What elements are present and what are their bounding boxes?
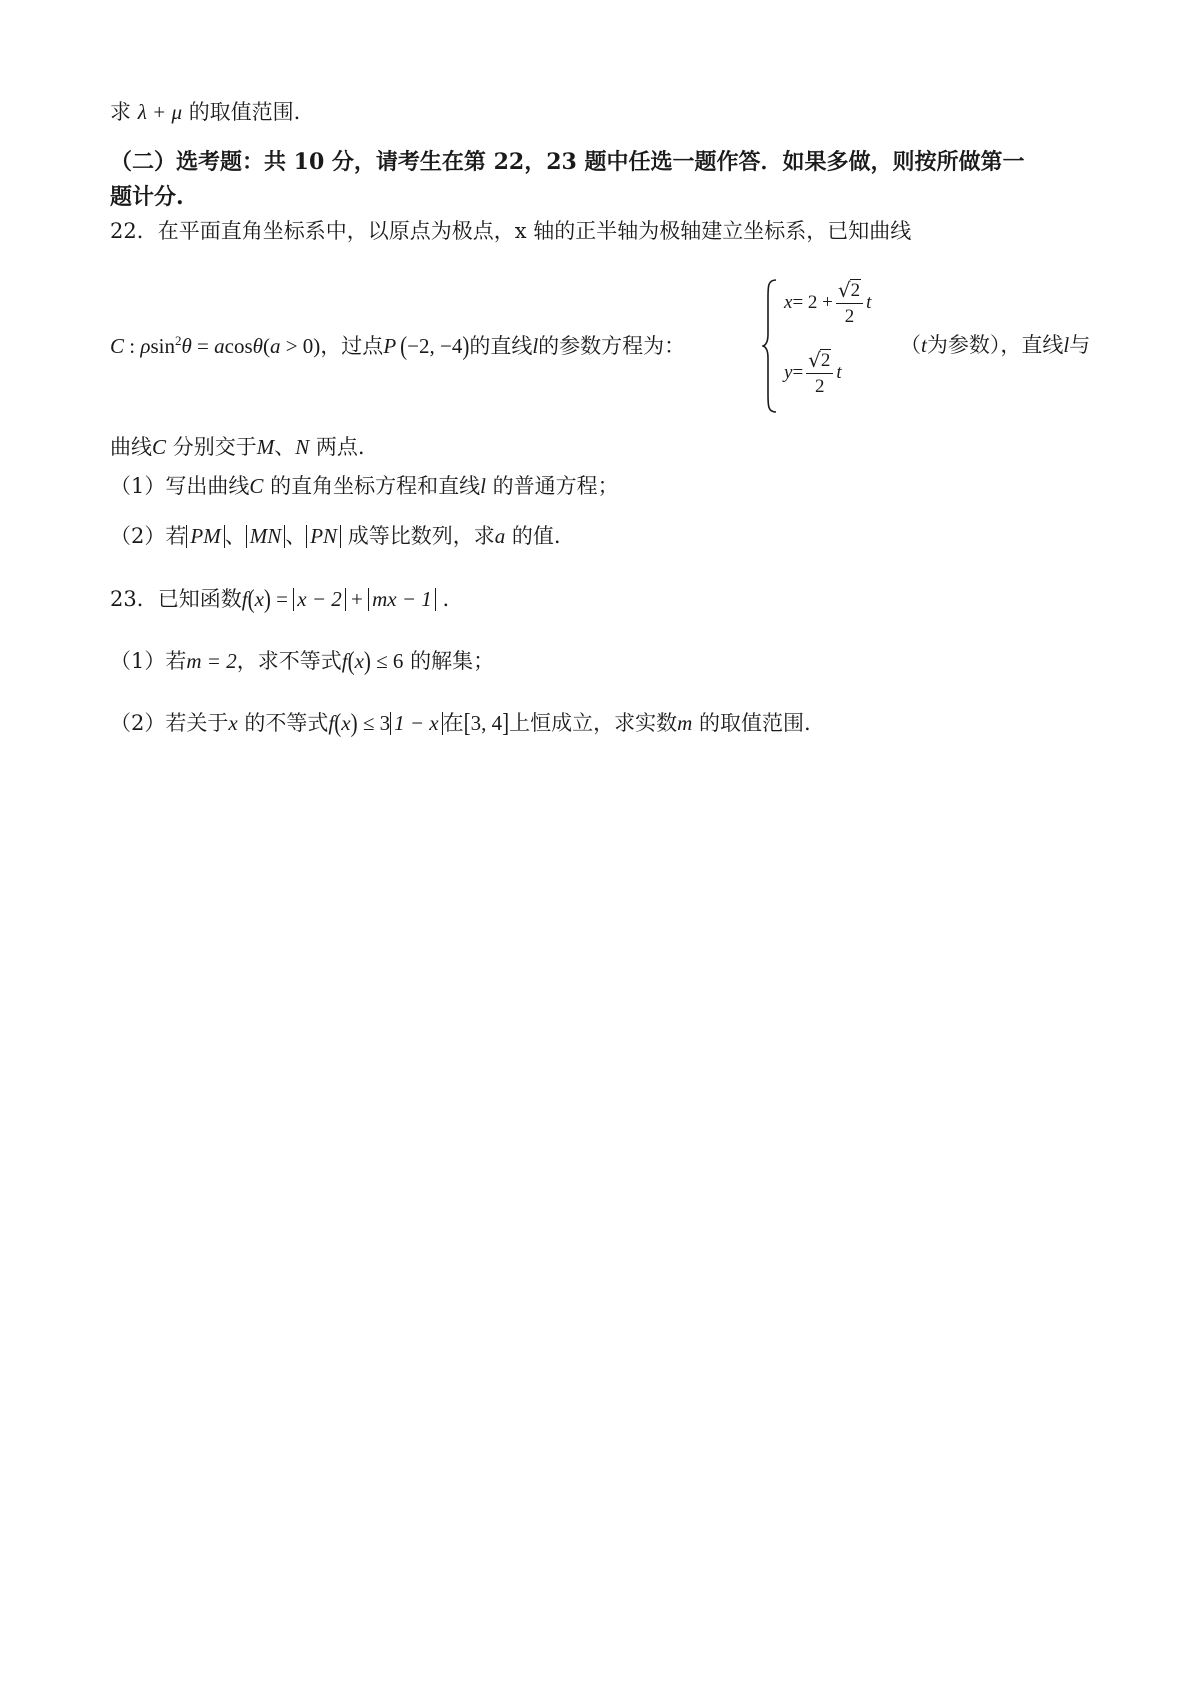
curve-word: 曲线 — [110, 435, 152, 459]
abs-MN: MN — [246, 525, 286, 548]
q22-part1-prefix: （1）写出曲线 — [110, 474, 250, 498]
pass-through-text: ，过点 — [320, 334, 384, 358]
intersect-text: 分别交于 — [172, 435, 257, 459]
x-equals-part: = 2 + — [792, 292, 833, 313]
t-variable-y: t — [836, 362, 842, 383]
plus: + — [345, 587, 369, 611]
sqrt2-over-2-fraction-y — [806, 348, 833, 398]
separator-2: 、 — [285, 524, 307, 548]
q23-part2: （2）若关于x 的不等式f(x) ≤ 3 1 − x 在[3, 4]上恒成立，求实数m 的取值范围. — [110, 707, 811, 738]
abs-mx-minus-1: mx − 1 — [368, 588, 436, 611]
y-equals-part: = — [792, 362, 804, 383]
t-variable: t — [866, 292, 872, 313]
interval-3-4: 3, 4 — [470, 711, 503, 735]
q23-part1-mid: ，求不等式 — [236, 649, 342, 673]
abs-x-minus-2: x − 2 — [293, 588, 346, 611]
q22-part1 — [110, 474, 619, 499]
function-arg-x-2: x — [354, 649, 364, 673]
condition-rest: > 0) — [280, 334, 321, 358]
q23-intro: 23．已知函数f(x) = x − 2 + mx − 1 . — [110, 583, 450, 614]
section-heading-line1: （二）选考题：共 10 分，请考生在第 22，23 题中任选一题作答．如果多做，则按所做第一 — [110, 149, 1025, 175]
t-param: t — [921, 333, 927, 357]
function-arg-x-3: x — [341, 711, 351, 735]
m-var: m — [677, 711, 693, 735]
after-system-text — [900, 333, 1090, 358]
equals: = — [270, 587, 294, 611]
rho-symbol: ρ — [140, 334, 151, 358]
sqrt-icon-y: √ — [808, 348, 821, 372]
q23-part2-mid2: 在 — [442, 711, 464, 735]
le-6: ≤ 6 — [370, 649, 404, 673]
q23-part2-mid3: 上恒成立，求实数 — [509, 711, 678, 735]
system-x-equation — [784, 278, 871, 328]
theta-symbol: θ — [181, 334, 192, 358]
q23-part2-prefix: （2）若关于 — [110, 711, 229, 735]
sqrt2-over-2-fraction — [836, 278, 863, 328]
point-P: P — [383, 334, 397, 358]
function-arg-x: x — [254, 587, 264, 611]
section-heading-line2: 题计分. — [110, 184, 184, 210]
lambda-mu-expression: λ + μ — [137, 100, 182, 124]
function-f-3: f — [328, 711, 335, 735]
q23-part2-mid1: 的不等式 — [244, 711, 329, 735]
curve-colon: : — [124, 334, 141, 358]
q23-part1: （1）若m = 2，求不等式f(x) ≤ 6 的解集； — [110, 645, 495, 676]
sqrt-value-y: 2 — [820, 350, 831, 371]
function-f-2: f — [341, 649, 348, 673]
line-text: 的直线 — [469, 334, 533, 358]
abs-1-minus-x: 1 − x — [390, 712, 443, 735]
two-points-text: 两点. — [315, 435, 365, 459]
sin-func: sin — [150, 334, 175, 358]
line-l-3: l — [480, 474, 486, 498]
le-3: ≤ 3 — [357, 711, 391, 735]
sqrt-value: 2 — [850, 280, 861, 301]
denominator-y: 2 — [815, 376, 825, 397]
q22-part1-mid: 的直角坐标方程和直线 — [270, 474, 481, 498]
q22-part2-prefix: （2）若 — [110, 524, 187, 548]
q22-intersection-line — [110, 435, 365, 460]
line-l: l — [532, 334, 539, 358]
x-variable: x — [784, 292, 793, 313]
paren-open: （ — [900, 333, 921, 357]
square-exponent: 2 — [174, 333, 182, 348]
equals-sign: = — [191, 334, 215, 358]
q23-part2-end: 的取值范围. — [698, 711, 811, 735]
point-M: M — [256, 435, 275, 459]
cos-func: cos — [224, 334, 253, 358]
a-symbol: a — [214, 334, 225, 358]
q22-intro: 22．在平面直角坐标系中，以原点为极点，x 轴的正半轴为极轴建立坐标系，已知曲线 — [110, 219, 912, 243]
point-N: N — [295, 435, 310, 459]
abs-PM: PM — [186, 525, 224, 548]
period: . — [442, 587, 450, 611]
and-text: 与 — [1069, 333, 1091, 357]
param-description: 为参数），直线 — [926, 333, 1064, 357]
denominator: 2 — [844, 306, 855, 327]
separator: 、 — [274, 435, 296, 459]
q23-part1-prefix: （1）若 — [110, 649, 187, 673]
left-brace-icon — [762, 278, 778, 414]
q22-curve-line: C : ρsin$^2$θ = acosθ(a > 0)，过点P (−2, −4)的直线l的参数方程为： — [110, 330, 686, 361]
q22-part2 — [110, 524, 561, 549]
separator-1: 、 — [224, 524, 246, 548]
continued-suffix: 的取值范围. — [188, 100, 301, 124]
point-coordinates: −2, −4 — [407, 334, 463, 358]
a-symbol-2: a — [494, 524, 506, 548]
sqrt-icon: √ — [837, 278, 851, 302]
q22-part2-mid: 成等比数列，求 — [347, 524, 495, 548]
continued-prefix: 求 — [110, 100, 131, 124]
q22-part2-end: 的值. — [511, 524, 561, 548]
param-equation-text: 的参数方程为： — [538, 334, 686, 358]
q22-part1-end: 的普通方程； — [492, 474, 619, 498]
parametric-system — [762, 278, 912, 418]
condition-a: a — [269, 334, 281, 358]
q23-intro-prefix: 23．已知函数 — [110, 587, 242, 611]
q23-part1-end: 的解集； — [410, 649, 495, 673]
curve-C-2: C — [152, 435, 167, 459]
function-f: f — [241, 587, 248, 611]
curve-C-3: C — [249, 474, 264, 498]
y-variable: y — [784, 362, 793, 383]
x-var: x — [228, 711, 238, 735]
abs-PN: PN — [306, 525, 341, 548]
system-y-equation — [784, 348, 842, 398]
condition-open: ( — [262, 334, 270, 358]
theta-symbol-2: θ — [252, 334, 263, 358]
continued-question-line — [110, 100, 300, 125]
curve-C: C — [110, 334, 125, 358]
line-l-2: l — [1063, 333, 1070, 357]
m-equals-2: m = 2 — [186, 649, 237, 673]
